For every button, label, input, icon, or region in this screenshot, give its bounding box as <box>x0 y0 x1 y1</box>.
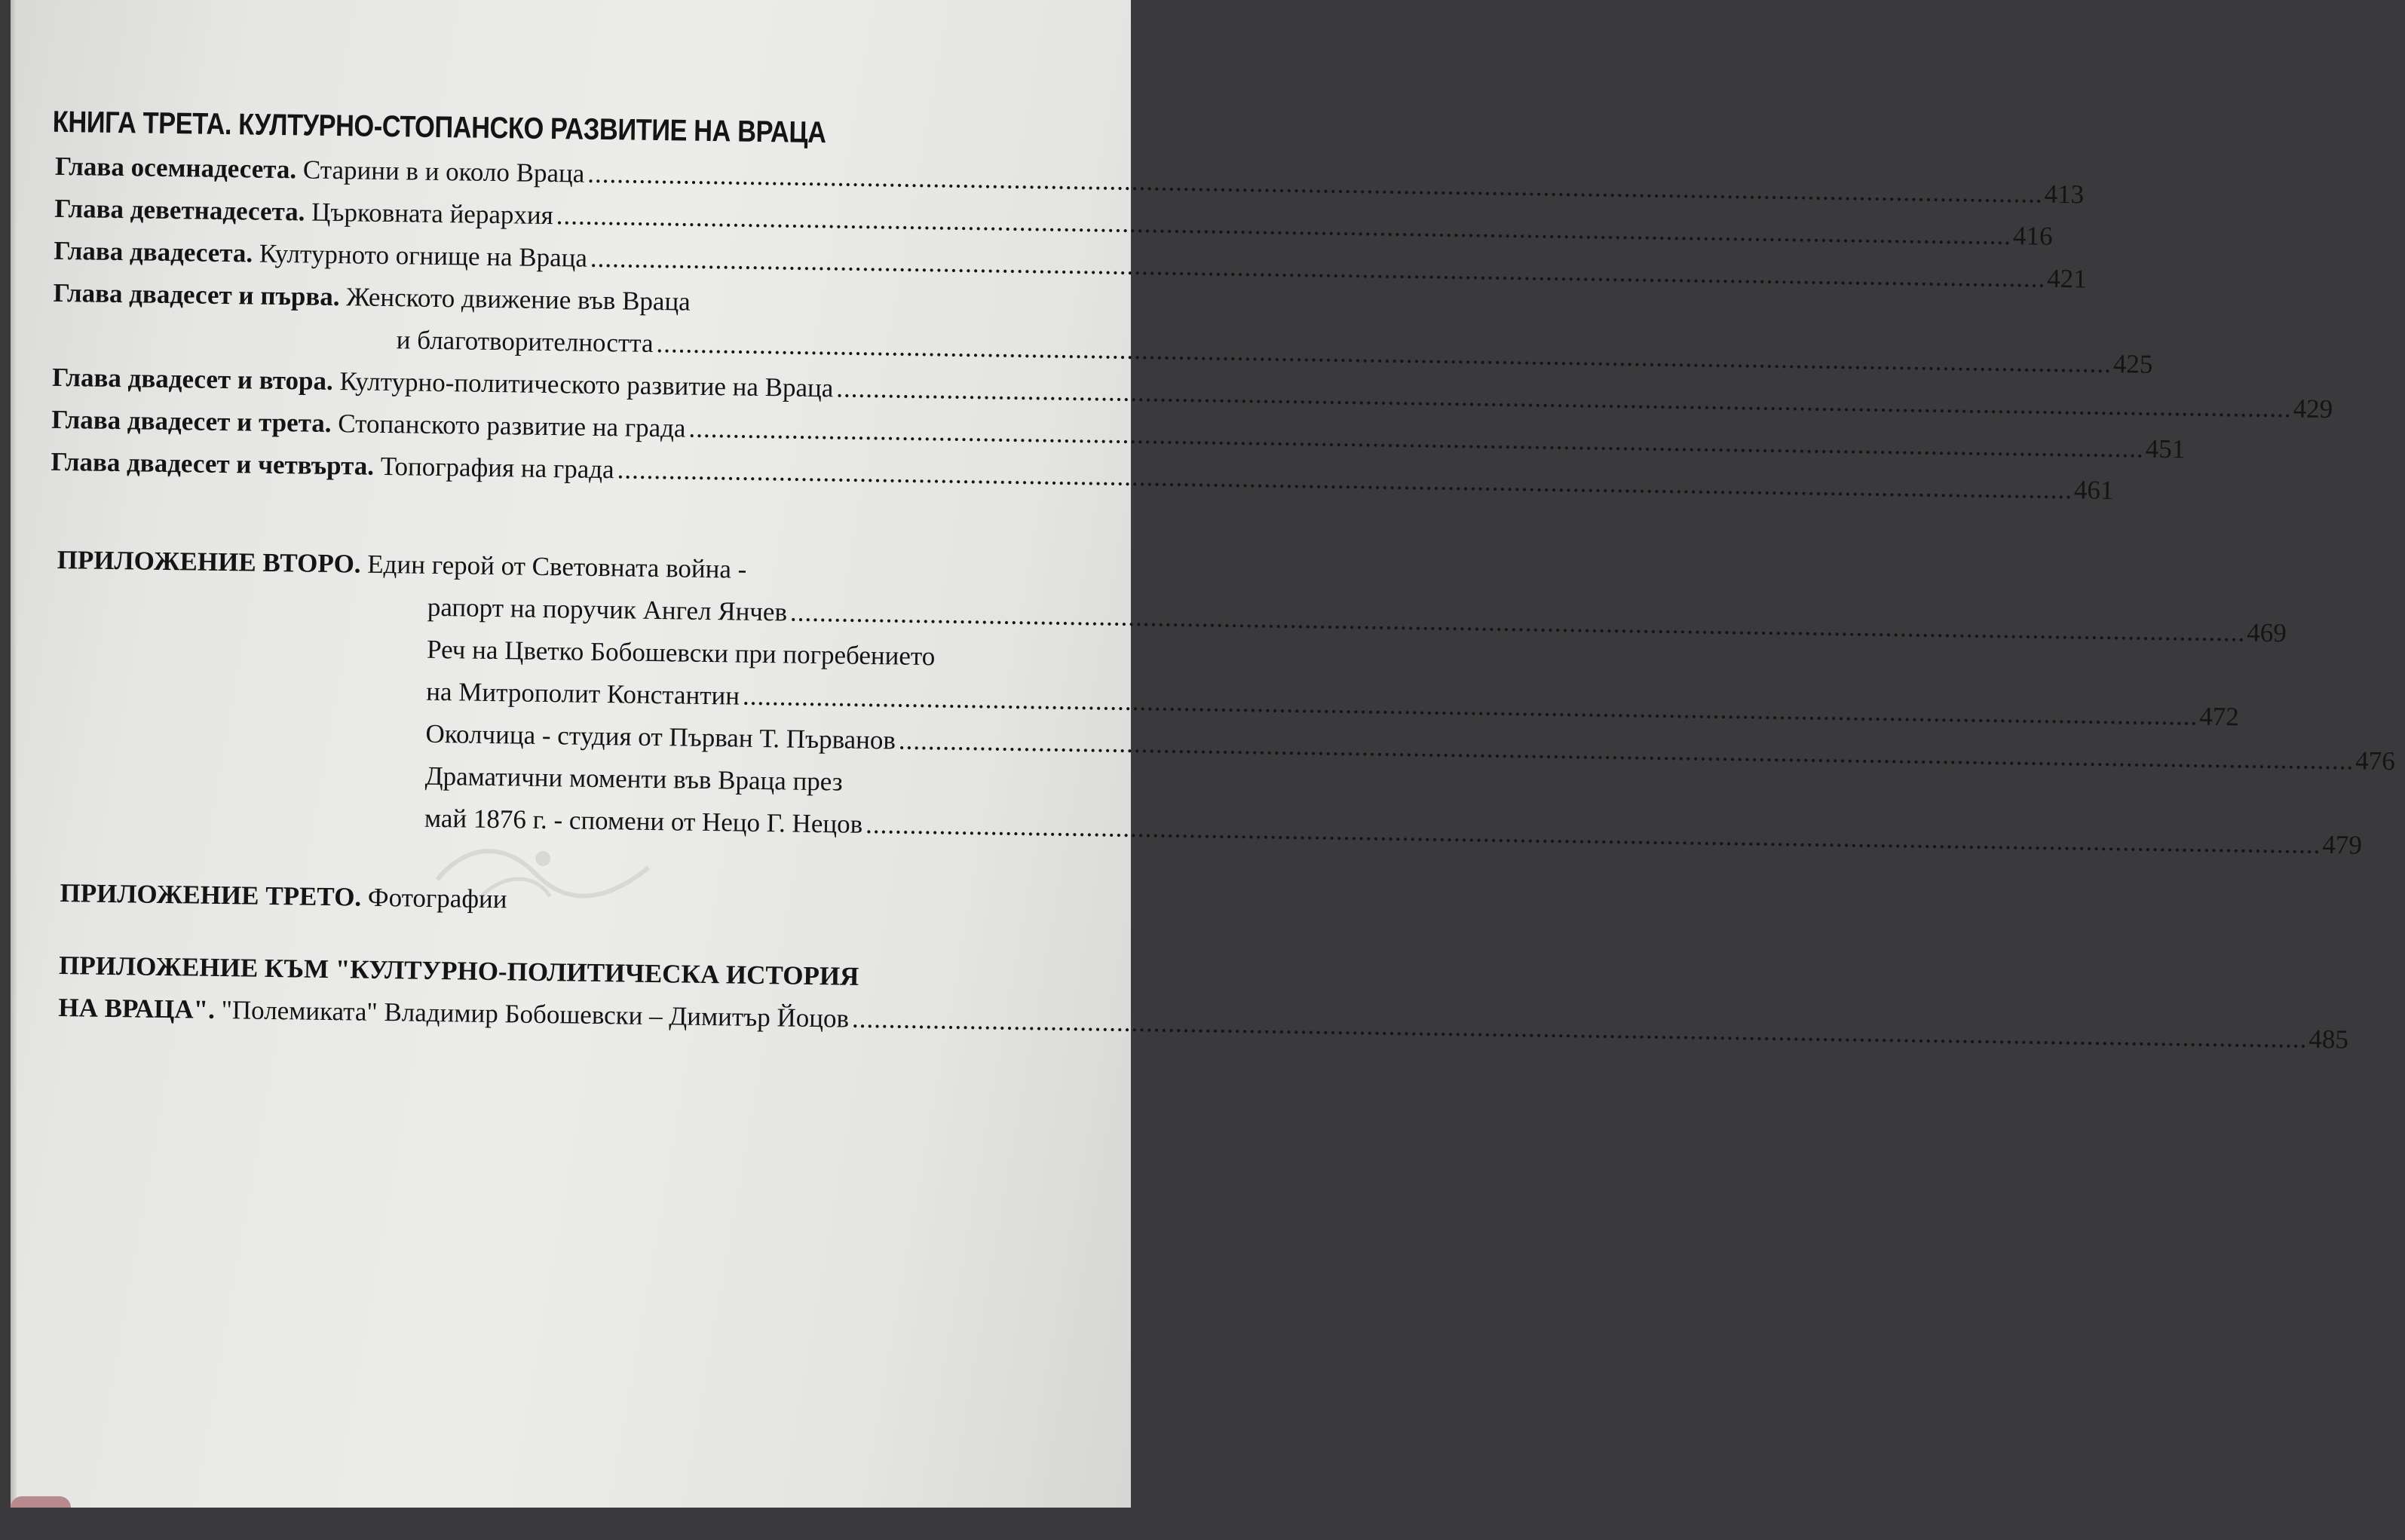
book-three-title: КНИГА ТРЕТА. КУЛТУРНО-СТОПАНСКО РАЗВИТИЕ НА ВРАЦА <box>52 105 826 150</box>
appendix-two-entry-3 <box>425 718 2396 776</box>
appendix-two-header <box>57 544 746 586</box>
toc-entry-chapter-21-line-2 <box>396 324 2153 379</box>
chapter-label: Глава деветнадесета. <box>54 193 305 227</box>
chapter-label: Глава двадесет и първа. <box>53 277 340 312</box>
dot-leader: ...................................................................................................................................................................................................... <box>587 158 2043 209</box>
appendix-two-entry-2-line-1 <box>427 634 936 672</box>
toc-entry-chapter-19 <box>54 193 2053 251</box>
appendix-two-entry-2 <box>426 676 2240 732</box>
appendix-history-line-2 <box>58 992 2349 1055</box>
appendix-history-title: "Полемиката" Владимир Бобошевски – Димитър Йоцов <box>221 995 850 1033</box>
chapter-title: Културното огнище на Враца <box>259 238 588 273</box>
chapter-title-continued: и благотворителността <box>396 325 654 358</box>
toc-entry-chapter-21-line-1 <box>53 277 691 318</box>
appendix-entry-title: Реч на Цветко Бобошевски при погребението <box>426 634 936 672</box>
chapter-label: Глава осемнадесета. <box>54 151 297 185</box>
chapter-title: Старини в и около Враца <box>302 155 585 188</box>
appendix-two-entry-4-line-1 <box>424 761 842 798</box>
chapter-title: Църковната йерархия <box>311 197 554 231</box>
page-number: 472 <box>2199 701 2240 732</box>
dot-leader: ...................................................................................................................................................................................................... <box>590 243 2046 293</box>
toc-entry-chapter-24 <box>51 446 2114 506</box>
appendix-entry-title: Драматични моменти във Враца през <box>424 761 843 797</box>
chapter-title: Стопанското развитие на града <box>338 409 686 443</box>
page-number: 479 <box>2322 829 2363 860</box>
appendix-entry-title: Околчица - студия от Първан Т. Първанов <box>425 718 896 755</box>
dot-leader: ...................................................................................................................................................................................................... <box>898 725 2354 776</box>
appendix-history-label: ПРИЛОЖЕНИЕ КЪМ "КУЛТУРНО-ПОЛИТИЧЕСКА ИСТОРИЯ <box>58 951 859 991</box>
chapter-title: Топография на града <box>380 451 614 485</box>
book-page <box>11 0 2396 1508</box>
chapter-label: Глава двадесет и трета. <box>51 404 332 439</box>
chapter-label: Глава двадесет и втора. <box>51 362 334 396</box>
page-number: 429 <box>2293 393 2333 424</box>
dot-leader: ...................................................................................................................................................................................................... <box>617 455 2073 505</box>
dot-leader: ...................................................................................................................................................................................................... <box>688 413 2145 464</box>
appendix-entry-title: Един герой от Световната война - <box>367 549 747 584</box>
dot-leader: ...................................................................................................................................................................................................... <box>742 681 2198 731</box>
appendix-two-entry-1 <box>427 592 2287 648</box>
dot-leader: ...................................................................................................................................................................................................... <box>656 329 2112 378</box>
dot-leader: ...................................................................................................................................................................................................... <box>789 597 2246 648</box>
page-number: 451 <box>2145 433 2186 464</box>
page-number: 485 <box>2308 1024 2349 1055</box>
appendix-entry-title-continued: на Митрополит Константин <box>426 676 740 711</box>
chapter-label: Глава двадесет и четвърта. <box>51 446 375 481</box>
page-number: 421 <box>2046 263 2088 294</box>
dot-leader: ...................................................................................................................................................................................................... <box>865 809 2321 859</box>
chapter-title: Културно-политическото развитие на Враца <box>339 366 834 403</box>
dot-leader: ...................................................................................................................................................................................................... <box>556 201 2012 251</box>
chapter-label: Глава двадесета. <box>54 235 253 268</box>
page-number: 469 <box>2247 617 2287 648</box>
page-number: 413 <box>2044 179 2085 210</box>
page-number: 425 <box>2112 348 2153 379</box>
appendix-three <box>60 877 507 915</box>
dot-leader: ...................................................................................................................................................................................................... <box>851 1003 2308 1054</box>
page-number: 416 <box>2012 221 2053 251</box>
dot-leader: ...................................................................................................................................................................................................... <box>836 373 2292 424</box>
appendix-history-label-continued: НА ВРАЦА". <box>58 993 216 1024</box>
appendix-three-title: Фотографии <box>367 882 507 914</box>
page-number: 476 <box>2354 746 2396 776</box>
chapter-title: Женското движение във Враца <box>346 282 691 317</box>
appendix-entry-title-continued: май 1876 г. - спомени от Нецо Г. Нецов <box>424 803 863 839</box>
appendix-entry-title-continued: рапорт на поручик Ангел Янчев <box>427 592 788 627</box>
appendix-history-line-1 <box>59 950 859 993</box>
appendix-three-label: ПРИЛОЖЕНИЕ ТРЕТО. <box>60 878 362 912</box>
thumb <box>11 1496 71 1508</box>
page-number: 461 <box>2073 475 2114 506</box>
appendix-two-label: ПРИЛОЖЕНИЕ ВТОРО. <box>57 544 361 579</box>
